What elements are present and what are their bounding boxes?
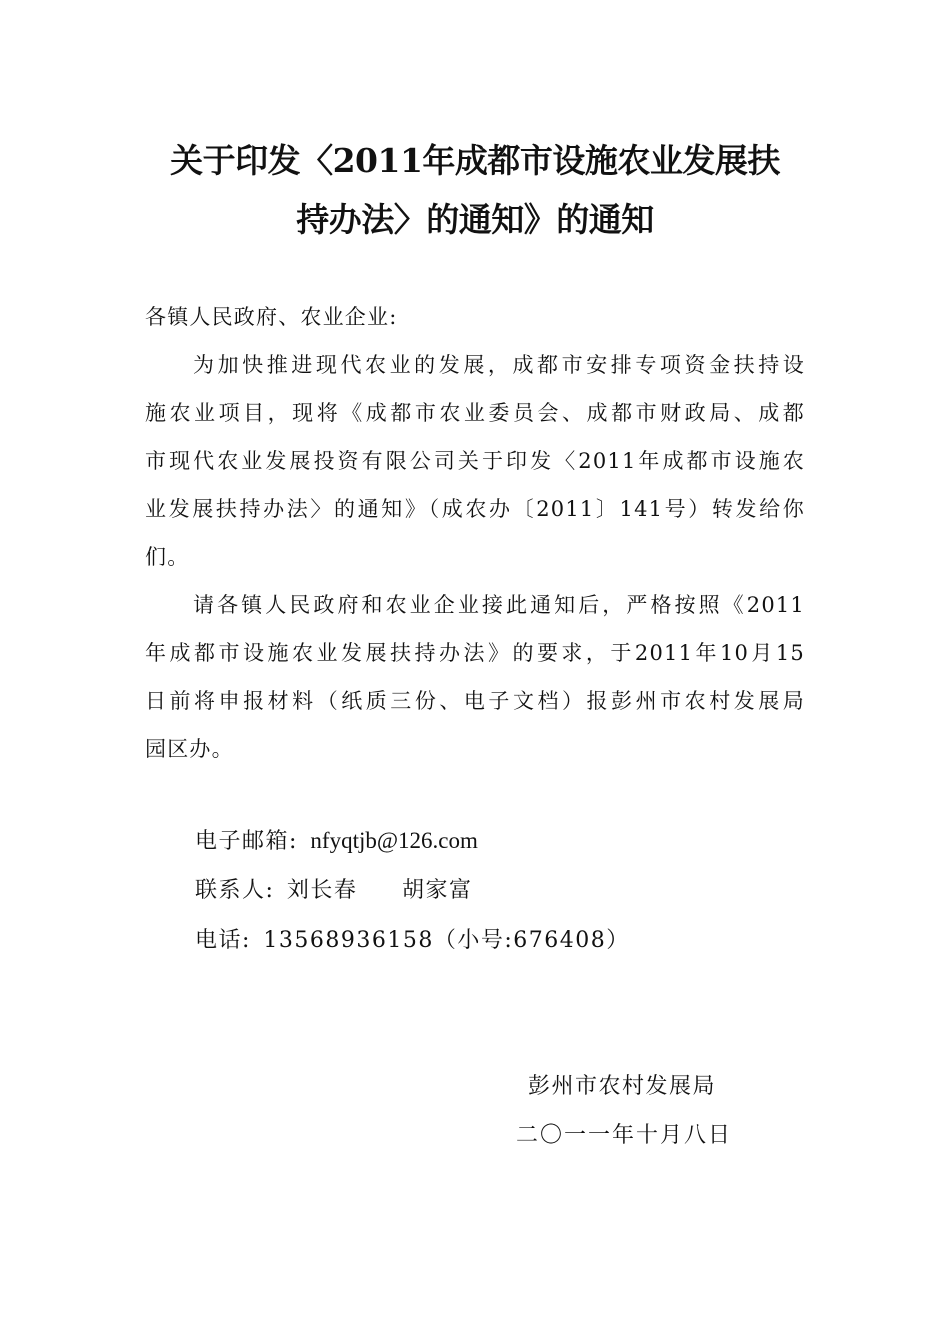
contact-person-row [195, 876, 472, 906]
paragraph-2-line-4: 园区办。 [145, 737, 234, 761]
contact-email-row [195, 826, 478, 857]
issuing-organization: 彭州市农村发展局 [528, 1074, 717, 1099]
contact-person-2: 胡家富 [401, 878, 473, 903]
paragraph-2-line-1: 请各镇人民政府和农业企业接此通知后，严格按照《2011 [193, 593, 805, 617]
paragraph-1-line-3: 市现代农业发展投资有限公司关于印发〈2011年成都市设施农 [145, 449, 805, 473]
person-label: 联系人: [195, 878, 275, 903]
email-label: 电子邮箱: [195, 829, 298, 854]
document-title-line-2: 持办法〉的通知》的通知 [296, 200, 654, 239]
phone-number: 13568936158（小号:676408） [263, 928, 630, 953]
salutation: 各镇人民政府、农业企业: [145, 305, 398, 329]
paragraph-1-line-2: 施农业项目，现将《成都市农业委员会、成都市财政局、成都 [145, 401, 805, 425]
paragraph-2-line-2: 年成都市设施农业发展扶持办法》的要求，于2011年10月15 [145, 641, 805, 665]
email-address: nfyqtjb@126.com [310, 828, 478, 853]
paragraph-1-line-1: 为加快推进现代农业的发展，成都市安排专项资金扶持设 [193, 353, 805, 377]
paragraph-1-line-4: 业发展扶持办法〉的通知》（成农办〔2011〕141号）转发给你 [145, 497, 805, 521]
document-title-line-1: 关于印发〈2011年成都市设施农业发展扶 [170, 141, 780, 180]
phone-label: 电话: [195, 928, 251, 953]
contact-phone-row [195, 926, 630, 956]
issue-date: 二〇一一年十月八日 [516, 1123, 733, 1148]
paragraph-2-line-3: 日前将申报材料（纸质三份、电子文档）报彭州市农村发展局 [145, 689, 805, 713]
contact-person-1: 刘长春 [286, 878, 358, 903]
paragraph-1-line-5: 们。 [145, 545, 190, 569]
